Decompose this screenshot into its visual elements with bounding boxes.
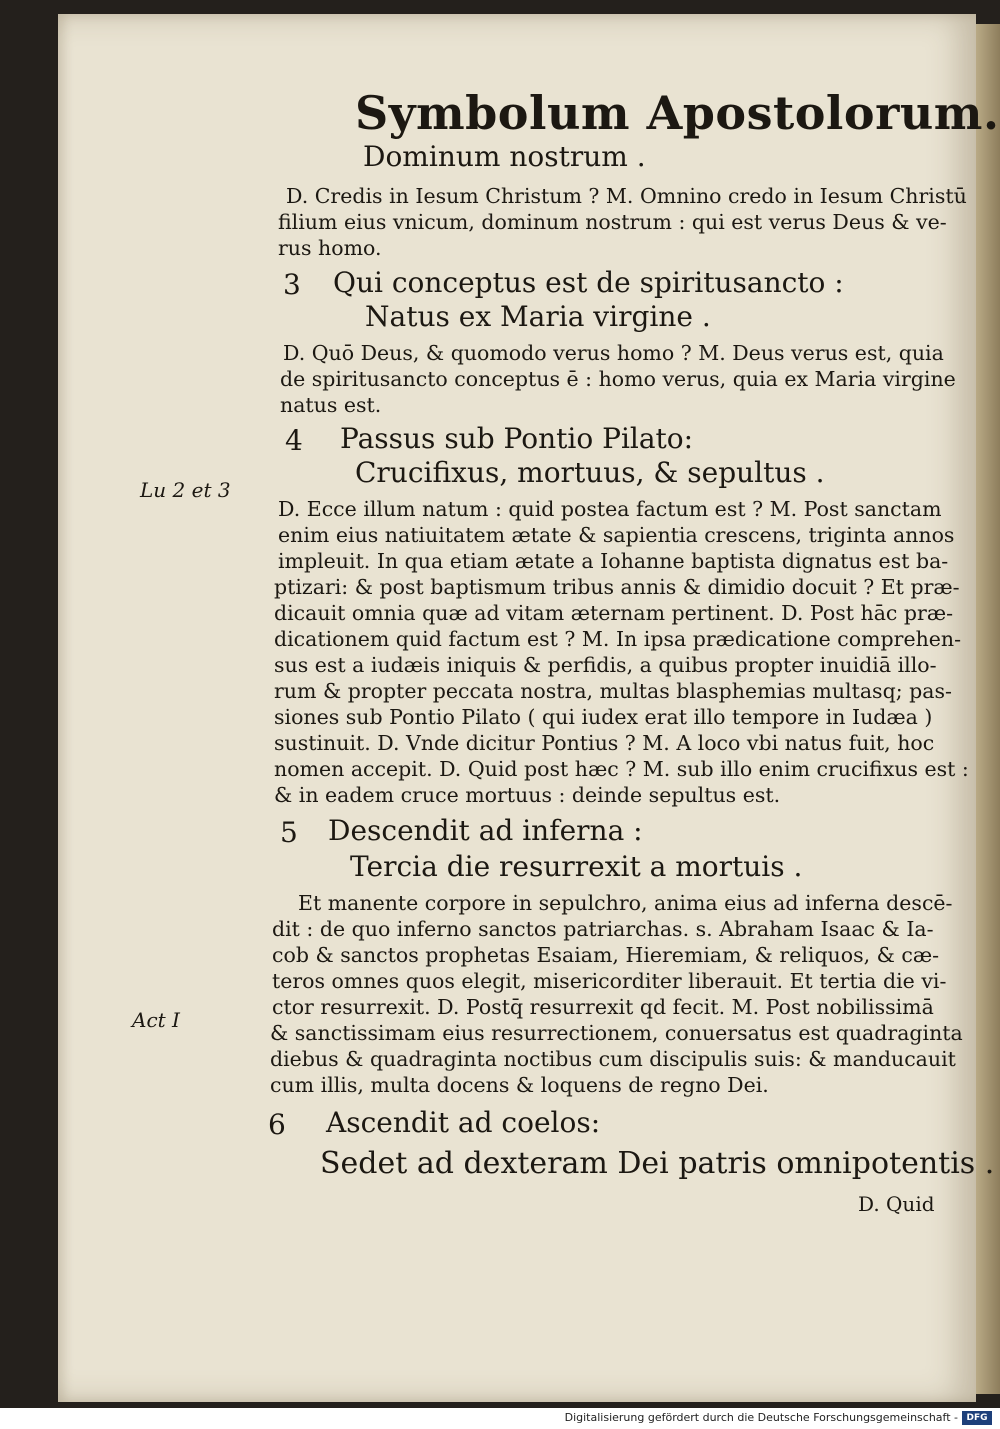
book-edge <box>976 24 1000 1394</box>
margin-note: Act I <box>132 1008 180 1032</box>
footer-bar <box>0 1408 1000 1429</box>
text-line: ptizari: & post baptismum tribus annis & dimidio docuit ? Et præ- <box>274 575 960 599</box>
text-line: siones sub Pontio Pilato ( qui iudex erat illo tempore in Iudæa ) <box>274 705 933 729</box>
verse-number: 6 <box>268 1108 286 1141</box>
text-line: sus est a iudæis iniquis & perfidis, a quibus propter inuidiā illo- <box>274 653 937 677</box>
text-line: Tercia die resurrexit a mortuis . <box>350 850 803 883</box>
verse-number: 4 <box>285 424 303 457</box>
text-line: & in eadem cruce mortuus : deinde sepultus est. <box>274 783 781 807</box>
text-line: diebus & quadraginta noctibus cum discipulis suis: & manducauit <box>270 1047 956 1071</box>
text-line: de spiritusancto conceptus ē : homo verus, quia ex Maria virgine <box>280 367 956 391</box>
text-line: natus est. <box>280 393 382 417</box>
text-line: Et manente corpore in sepulchro, anima eius ad inferna descē- <box>298 891 953 915</box>
text-line: rus homo. <box>278 236 382 260</box>
text-line: dicauit omnia quæ ad vitam æternam pertinent. D. Post hāc præ- <box>274 601 954 625</box>
text-line: D. Quō Deus, & quomodo verus homo ? M. Deus verus est, quia <box>283 341 944 365</box>
text-line: Crucifixus, mortuus, & sepultus . <box>355 456 825 489</box>
text-line: Descendit ad inferna : <box>328 814 643 847</box>
text-line: D. Credis in Iesum Christum ? M. Omnino credo in Iesum Christū <box>286 184 967 208</box>
text-line: Sedet ad dexteram Dei patris omnipotentis . <box>320 1146 995 1181</box>
text-line: sustinuit. D. Vnde dicitur Pontius ? M. A loco vbi natus fuit, hoc <box>274 731 935 755</box>
text-line: dicationem quid factum est ? M. In ipsa prædicatione comprehen- <box>274 627 962 651</box>
text-line: filium eius vnicum, dominum nostrum : qui est verus Deus & ve- <box>278 210 947 234</box>
text-line: teros omnes quos elegit, misericorditer liberauit. Et tertia die vi- <box>272 969 947 993</box>
text-line: enim eius natiuitatem ætate & sapientia crescens, triginta annos <box>278 523 955 547</box>
text-line: nomen accepit. D. Quid post hæc ? M. sub illo enim crucifixus est : <box>274 757 969 781</box>
text-line: ctor resurrexit. D. Postq̄ resurrexit qd fecit. M. Post nobilissimā <box>272 995 934 1019</box>
dfg-logo: DFG <box>962 1411 992 1425</box>
text-line: dit : de quo inferno sanctos patriarchas. s. Abraham Isaac & Ia- <box>272 917 934 941</box>
text-line: & sanctissimam eius resurrectionem, conuersatus est quadraginta <box>270 1021 963 1045</box>
text-line: impleuit. In qua etiam ætate a Iohanne baptista dignatus est ba- <box>278 549 949 573</box>
verse-number: 3 <box>283 268 301 301</box>
text-line: cob & sanctos prophetas Esaiam, Hieremiam, & reliquos, & cæ- <box>272 943 940 967</box>
margin-note: Lu 2 et 3 <box>140 478 231 502</box>
footer-credit: Digitalisierung gefördert durch die Deutsche Forschungsgemeinschaft - <box>564 1411 958 1424</box>
verse-number: 5 <box>280 816 298 849</box>
text-line: Qui conceptus est de spiritusancto : <box>333 266 844 299</box>
page-title: Symbolum Apostolorum. <box>355 86 1000 140</box>
text-line: rum & propter peccata nostra, multas blasphemias multasq; pas- <box>274 679 952 703</box>
text-line: cum illis, multa docens & loquens de regno Dei. <box>270 1073 769 1097</box>
text-line: Natus ex Maria virgine . <box>365 300 711 333</box>
catchword: D. Quid <box>858 1192 935 1216</box>
text-line: Ascendit ad coelos: <box>326 1106 601 1139</box>
text-line: Passus sub Pontio Pilato: <box>340 422 694 455</box>
text-line: D. Ecce illum natum : quid postea factum est ? M. Post sanctam <box>278 497 942 521</box>
text-line: Dominum nostrum . <box>363 140 646 173</box>
